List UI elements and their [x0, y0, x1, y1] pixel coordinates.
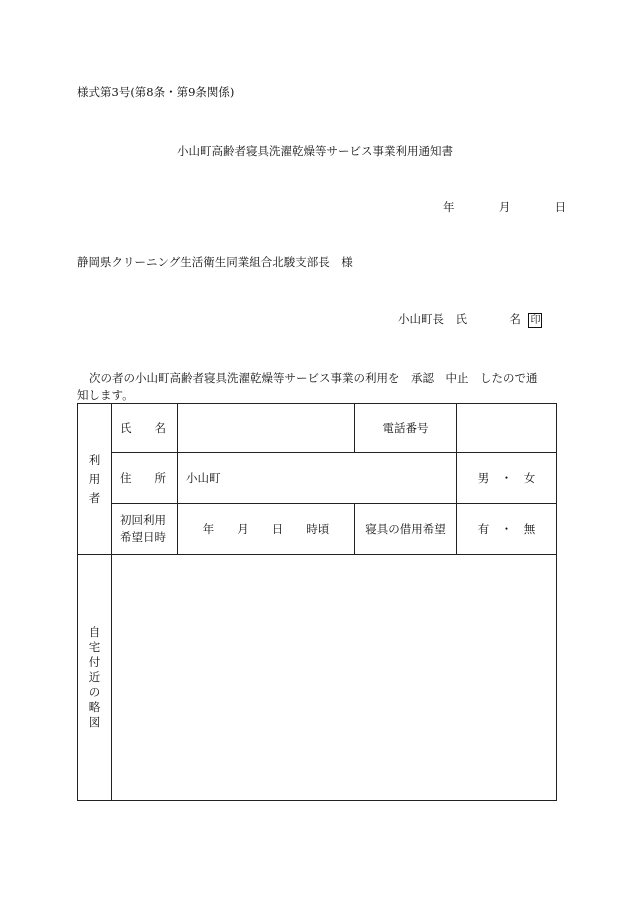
- address-field[interactable]: 小山町: [178, 453, 457, 504]
- addressee: 静岡県クリーニング生活衛生同業組合北駿支部長 様: [77, 255, 353, 269]
- form-table: [77, 403, 557, 801]
- phone-label-cell: 電話番号: [355, 404, 457, 453]
- user-header: 利 用 者: [78, 404, 112, 555]
- form-number: 様式第3号(第8条・第9条関係): [77, 85, 235, 99]
- address-label-cell: 住 所: [112, 453, 178, 504]
- map-header: 自 宅 付 近 の 略 図: [78, 555, 112, 801]
- first-use-field[interactable]: 年 月 日 時頃: [178, 504, 355, 555]
- bedding-label-cell: 寝具の借用希望: [355, 504, 457, 555]
- name-field[interactable]: [178, 404, 355, 453]
- name-label-cell: 氏 名: [112, 404, 178, 453]
- mayor-label: 小山町長 氏: [398, 312, 467, 326]
- map-area[interactable]: [112, 555, 557, 801]
- date-line: [443, 199, 566, 215]
- document-title: 小山町高齢者寝具洗濯乾燥等サービス事業利用通知書: [177, 144, 453, 158]
- phone-field[interactable]: [457, 404, 557, 453]
- gender-field[interactable]: 男 ・ 女: [457, 453, 557, 504]
- first-use-label-cell: 初回利用 希望日時: [112, 504, 178, 555]
- notice-line-2: 知します。: [77, 388, 134, 402]
- month-label: 月: [498, 200, 511, 214]
- sender-line: [398, 311, 542, 328]
- day-label: 日: [554, 200, 567, 214]
- name-label: 名: [509, 312, 521, 326]
- seal-mark: 印: [530, 314, 541, 326]
- notice-line-1: 次の者の小山町高齢者寝具洗濯乾燥等サービス事業の利用を 承認 中止 したので通: [89, 371, 538, 385]
- year-label: 年: [443, 200, 455, 214]
- bedding-field[interactable]: 有 ・ 無: [457, 504, 557, 555]
